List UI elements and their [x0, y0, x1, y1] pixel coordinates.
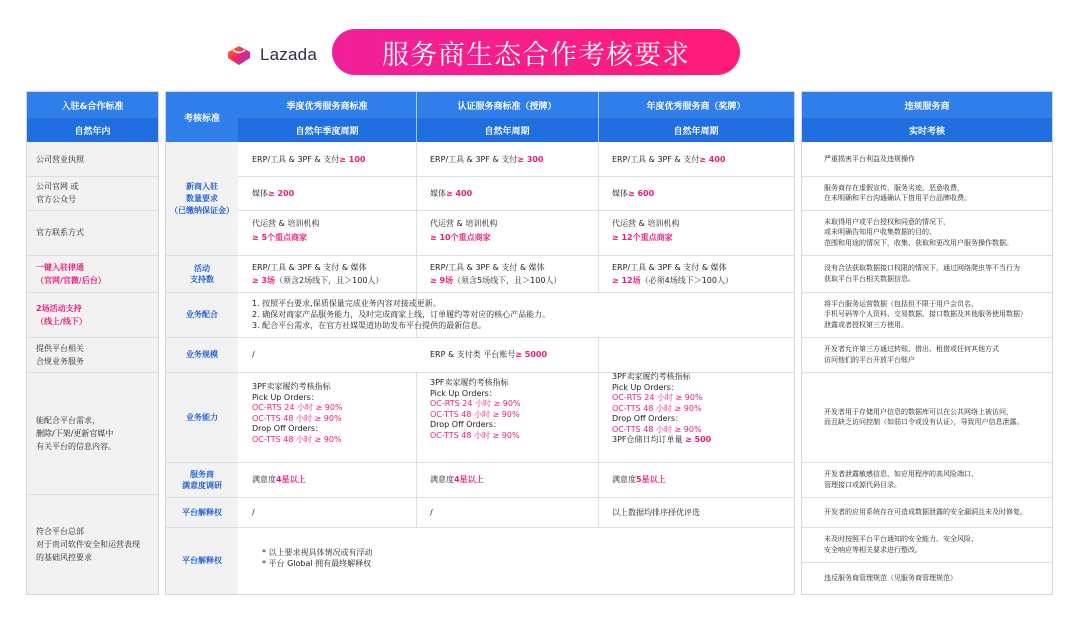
interp-c3: 以上数据均排序择优评选: [612, 507, 700, 517]
label-interpret-2: 平台解释权: [182, 556, 222, 565]
right-row-8: 开发者泄露敏感信息，如应用程序的高风险端口、 管理接口或源代码目录。: [824, 470, 978, 489]
right-row-5: 将平台服务运营数据（包括但不限于用户会员名、 手机号码等个人资料、交易数据、接口数据及其他服务使用数据） 泄露或者授权第三方使用。: [824, 299, 1027, 329]
sat-c1: 满意度 4星以上: [252, 475, 306, 484]
right-row-11: 违反服务商管理规范（见服务商管理规范）: [824, 573, 957, 582]
sat-c2: 满意度 4星以上: [430, 475, 484, 484]
nm-c3-r3: 代运营 & 培训机构 ≥ 12个重点商家: [612, 219, 680, 242]
left-row-5: 2场活动支持 （线上/线下）: [36, 303, 87, 326]
label-interpret-1: 平台解释权: [182, 507, 222, 517]
col2-header: 认证服务商标准（授牌）: [416, 92, 598, 118]
act-c1: ERP/工具 & 3PF & 支付 & 媒体 ≥ 3场（须含2场线下，且＞100人）: [252, 263, 384, 285]
label-biz-ability: 业务能力: [186, 412, 218, 422]
nm-c1-r1: ERP/工具 & 3PF & 支付 ≥ 100: [252, 154, 366, 164]
left-header: 入驻&合作标准: [27, 92, 158, 118]
lazada-heart-icon: [226, 43, 252, 67]
nm-c3-r1: ERP/工具 & 3PF & 支付 ≥ 400: [612, 154, 726, 164]
left-row-3: 官方联系方式: [36, 228, 84, 237]
left-row-1: 公司营业执照: [36, 154, 84, 164]
left-subheader: 自然年内: [27, 118, 158, 142]
biz-scale-c2: ERP & 支付类 平台账号 ≥ 5000: [430, 350, 548, 359]
nm-c2-r2: 媒体 ≥ 400: [430, 188, 473, 198]
right-row-10: 未及时按照平台平台通知的安全能力、安全风险、 安全响应等相关要求进行整改。: [824, 535, 978, 554]
std-header: 考核标准: [166, 92, 238, 142]
biz-scale-c1: /: [252, 350, 255, 359]
left-row-7: 能配合平台需求， 删除/下架/更新官媒中 有关平台的信息内容。: [36, 415, 116, 451]
left-row-8: 符合平台总部 对于贵司软件安全和运营表现 的基础风控要求: [36, 526, 140, 562]
col3-subheader: 自然年周期: [598, 118, 794, 142]
right-row-6: 开发者允许第三方通过转账、借出、租借或任何其他方式 访问他们的平台开放平台账户: [824, 345, 999, 364]
right-row-1: 严重损害平台利益及违规操作: [824, 154, 915, 163]
interp-c2: /: [430, 507, 433, 517]
nm-c2-r1: ERP/工具 & 3PF & 支付 ≥ 300: [430, 154, 544, 164]
nm-c3-r2: 媒体 ≥ 600: [612, 188, 655, 198]
right-row-4: 没有合法获取数据接口权限的情况下，通过网络爬虫等不当行为 获取平台平台相关数据信息。: [824, 264, 1020, 283]
sat-c3: 满意度 5星以上: [612, 475, 666, 484]
label-new-merchant: 新商入驻 数量要求 （已缴纳保证金）: [170, 181, 234, 215]
label-biz-coop: 业务配合: [186, 310, 218, 319]
col1-subheader: 自然年季度周期: [238, 118, 416, 142]
label-activity: 活动 支持数: [190, 263, 214, 284]
label-satisfaction: 服务商 满意度调研: [182, 469, 222, 490]
left-row-2: 公司官网 或 官方公众号: [36, 182, 79, 204]
nm-c1-r2: 媒体 ≥ 200: [252, 188, 295, 198]
ability-c2: 3PF卖家履约考核指标 Pick Up Orders： OC-RTS 24 小时 ≥ 90% OC-TTS 48 小时 ≥ 90% Drop Off Orders： OC-TTS 48 小时 ≥ 90%: [430, 378, 521, 440]
right-header: 违规服务商: [802, 92, 1052, 118]
nm-c1-r3: 代运营 & 培训机构 ≥ 5个重点商家: [252, 219, 320, 242]
col3-header: 年度优秀服务商（奖牌）: [598, 92, 794, 118]
col1-header: 季度优秀服务商标准: [238, 92, 416, 118]
right-row-2: 服务商存在虚假宣传，服务劣迹，恶意收费， 在未明确和平台沟通确认下借用平台品牌收费。: [824, 183, 971, 202]
ability-c3: 3PF卖家履约考核指标 Pick Up Orders： OC-RTS 24 小时 ≥ 90% OC-TTS 48 小时 ≥ 90% Drop Off Orders： OC-TTS 48 小时 ≥ 90% 3PF仓储日均订单量 ≥ 500: [612, 372, 712, 444]
act-c3: ERP/工具 & 3PF & 支付 & 媒体 ≥ 12场（必须4场线下＞100人）: [612, 263, 733, 285]
label-biz-scale: 业务规模: [186, 350, 218, 359]
act-c2: ERP/工具 & 3PF & 支付 & 媒体 ≥ 9场（须含5场线下，且＞100人）: [430, 263, 562, 285]
interp-notes: * 以上要求视具体情况或有浮动 * 平台 Global 拥有最终解释权: [262, 548, 373, 568]
right-subheader: 实时考核: [802, 118, 1052, 142]
ability-c1: 3PF卖家履约考核指标 Pick Up Orders： OC-RTS 24 小时 ≥ 90% OC-TTS 48 小时 ≥ 90% Drop Off Orders： OC-TTS 48 小时 ≥ 90%: [252, 382, 343, 444]
interp-c1: /: [252, 507, 255, 517]
biz-coop-text: 1. 按照平台要求,保质保量完成业务内容对接或更新。 2. 确保对商家产品服务能力，及时完成商家上线，订单履约等对应的核心产品能力。 3. 配合平台需求，在官方社媒渠道协助发布平台提供的最新信息。: [252, 299, 551, 330]
brand-name: Lazada: [260, 45, 317, 64]
right-row-7: 开发者用于存储用户信息的数据库可以在公共网络上被访问， 而且缺乏访问控制（如弱口令或没有认证），导致用户信息泄露。: [824, 407, 1024, 426]
right-row-9: 开发者的应用系统存在可造成数据泄露的安全漏洞且未及时修复。: [824, 507, 1027, 516]
page-title: 服务商生态合作考核要求: [332, 29, 740, 75]
right-row-3: 未取得用户或平台授权和同意的情况下， 或未明确告知用户收集数据的目的、 范围和用途的情况下，收集、获取和更改用户服务操作数据。: [824, 217, 1013, 247]
lazada-logo: [226, 40, 317, 70]
nm-c2-r3: 代运营 & 培训机构 ≥ 10个重点商家: [430, 219, 498, 242]
left-row-6: 提供平台相关 合规业务服务: [36, 343, 84, 366]
left-row-4: 一键入驻律通 （官网/官微/后台）: [36, 262, 106, 285]
col2-subheader: 自然年周期: [416, 118, 598, 142]
